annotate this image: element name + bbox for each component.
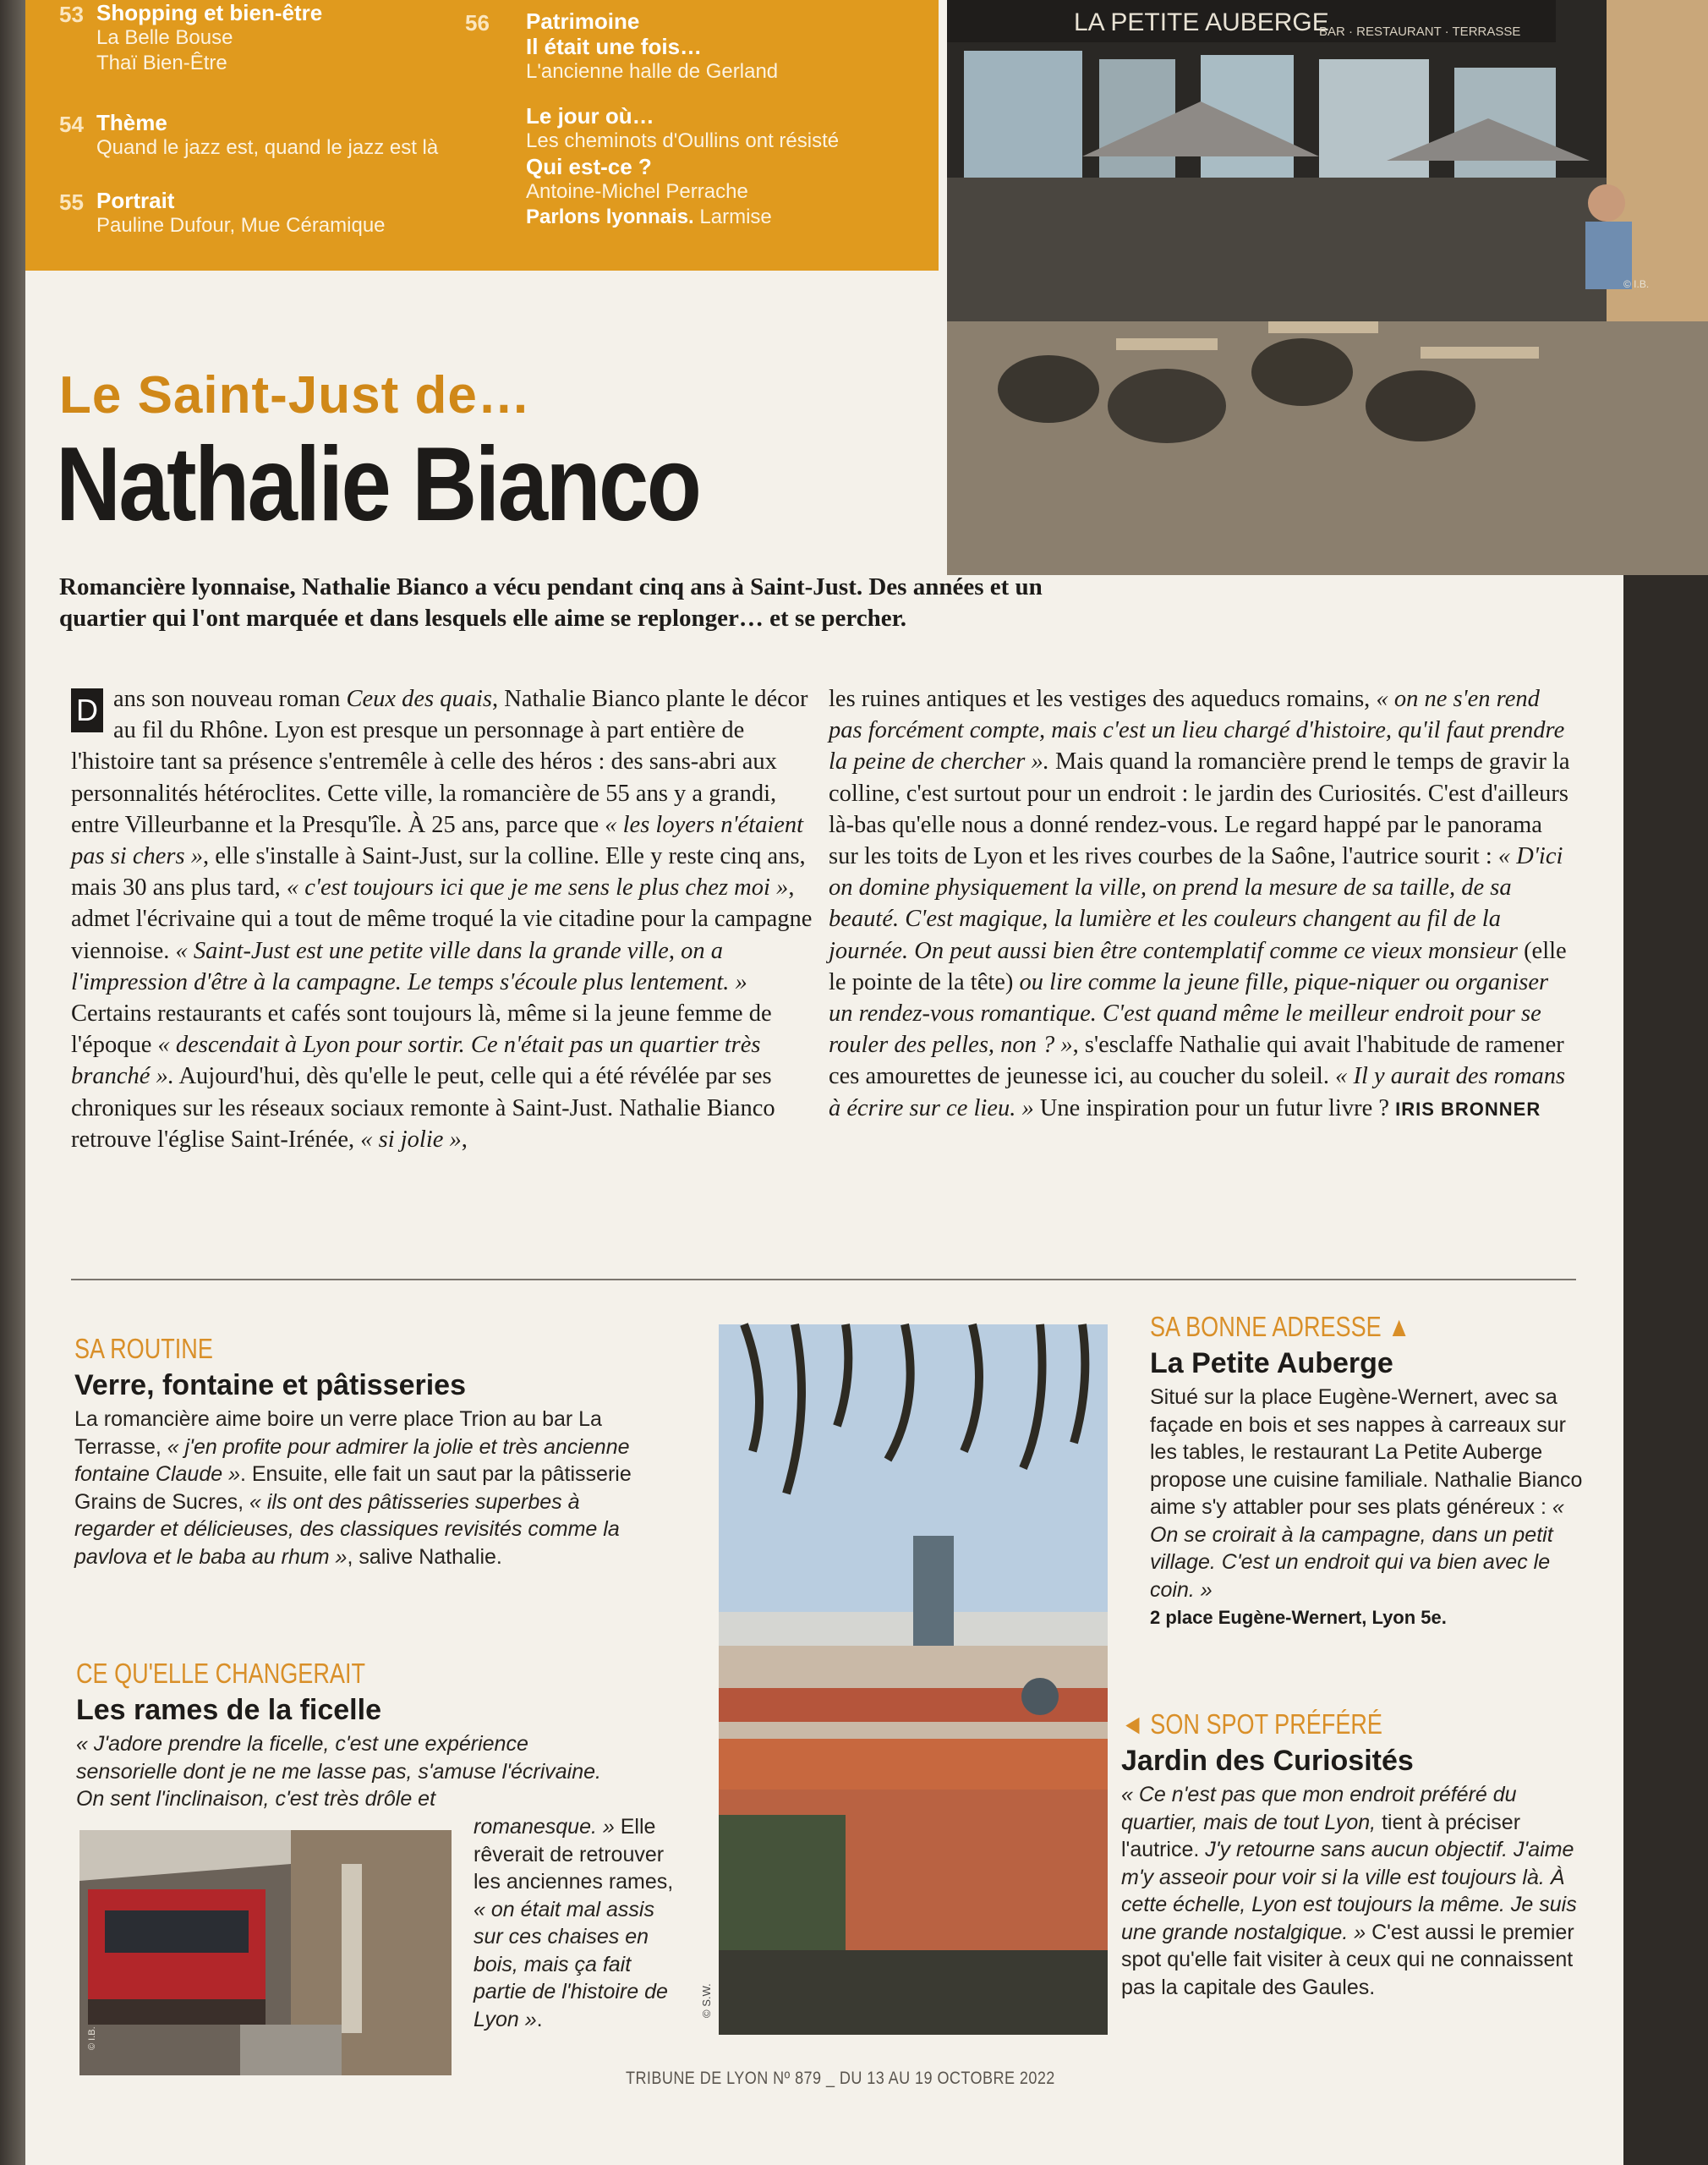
restaurant-illustration	[947, 0, 1708, 575]
change-section	[76, 1658, 668, 1813]
section-text	[474, 1813, 685, 2033]
lyon-panorama-photo	[700, 1324, 1108, 2035]
toc-subtitle: Quand le jazz est, quand le jazz est là	[96, 136, 439, 159]
section-label: ◄ SON SPOT PRÉFÉRÉ	[1121, 1708, 1382, 1740]
funicular-illustration	[79, 1830, 452, 2075]
toc-title: Parlons lyonnais.	[526, 206, 694, 228]
restaurant-photo	[947, 0, 1708, 575]
toc-title: Il était une fois…	[526, 34, 703, 59]
text-run: « Il y aurait des romans à écrire sur ce lieu. »	[829, 1063, 1566, 1121]
section-text	[1121, 1781, 1595, 2001]
text-run: Certains restaurants et cafés sont toujours là, même si la jeune femme de l'époque	[71, 1000, 772, 1059]
toc-title: Shopping et bien-être	[96, 0, 323, 25]
text-run: les ruines antiques et les vestiges des aqueducs romains,	[829, 686, 1377, 712]
section-title: Les rames de la ficelle	[76, 1694, 381, 1726]
article-column-1	[71, 683, 815, 1155]
text-run: Situé sur la place Eugène-Wernert, avec sa façade en bois et ses nappes à carreaux sur les tables, le restaurant La Petite Auberge propose une cuisine familiale. Nathalie Bianco aime s'y attabler pour ses plats généreux :	[1150, 1385, 1583, 1519]
text-run: « on était mal assis sur ces chaises en bois, mais ça fait partie de l'histoire de Lyon »	[474, 1897, 668, 2031]
toc-band	[25, 0, 939, 271]
magazine-spine	[0, 0, 25, 2165]
section-divider	[71, 1279, 1576, 1280]
toc-title: Portrait	[96, 188, 175, 213]
routine-section	[74, 1333, 649, 1570]
text-run: ou lire comme la jeune fille, pique-niquer ou organiser un rendez-vous romantique. C'est quand même le meilleur endroit pour se rouler des pelles, non ? »	[829, 968, 1549, 1059]
funicular-photo	[79, 1830, 452, 2075]
section-title: Jardin des Curiosités	[1121, 1745, 1414, 1777]
text-run: , salive Nathalie.	[347, 1544, 502, 1569]
toc-parlons-line	[526, 205, 905, 230]
toc-number: 55	[59, 189, 84, 215]
section-text	[1150, 1384, 1590, 1603]
toc-number: 56	[465, 10, 490, 36]
text-run: « c'est toujours ici que je me sens le plus chez moi »	[286, 874, 789, 902]
photo-credit: © S.W.	[700, 1983, 713, 2018]
text-run: .	[536, 2007, 543, 2031]
text-run: , elle s'installe à Saint-Just, sur la colline. Elle y reste cinq ans, mais 30 ans plus tard,	[71, 843, 806, 902]
text-run: romanesque. »	[474, 1815, 615, 1839]
text-run: ans son nouveau roman	[113, 686, 347, 712]
text-run: , s'esclaffe Nathalie qui avait l'habitude de ramener ces amourettes de jeunesse ici, au coucher du soleil.	[829, 1032, 1564, 1090]
author-signature: IRIS BRONNER	[1395, 1098, 1541, 1120]
toc-subtitle: Larmise	[699, 206, 772, 228]
text-run: « si jolie »	[360, 1126, 462, 1153]
text-run: Elle rêverait de retrouver les anciennes rames,	[474, 1815, 674, 1894]
text-run: « ils ont des pâtisseries superbes à regarder et délicieuses, des classiques revisités comme la pavlova et le baba au rhum »	[74, 1489, 620, 1569]
article-lead: Romancière lyonnaise, Nathalie Bianco a vécu pendant cinq ans à Saint-Just. Des années et un quartier qui l'ont marquée et dans lesquels elle aime se replonger… et se percher.	[59, 573, 1043, 632]
text-run: « les loyers n'étaient pas si chers »	[71, 811, 804, 870]
favorite-spot-section	[1121, 1708, 1595, 2001]
article-column-2	[829, 683, 1573, 1125]
section-label: SA ROUTINE	[74, 1333, 213, 1364]
toc-title: Qui est-ce ?	[526, 154, 652, 179]
text-run: , Nathalie Bianco plante le décor au fil du Rhône. Lyon est presque un personnage à part entière de l'histoire tant sa présence s'entremêle à celle des héros : des sans-abri aux personnalités hétéroclites. Cette ville, la romancière de 55 ans y a grandi, entre Villeurbanne et la Presqu'île. À 25 ans, parce que	[71, 686, 808, 838]
text-run: « Saint-Just est une petite ville dans la grande ville, on a l'impression d'être à la campagne. Le temps s'écoule plus lentement. »	[71, 937, 747, 995]
toc-title: Patrimoine	[526, 8, 640, 34]
text-run: , admet l'écrivaine qui a tout de même troqué la vie citadine pour la campagne viennoise.	[71, 874, 813, 964]
text-run: . Ensuite, elle fait un saut par la pâtisserie Grains de Sucres,	[74, 1462, 632, 1514]
text-run: La romancière aime boire un verre place Trion au bar La Terrasse,	[74, 1407, 602, 1459]
text-run: ,	[461, 1126, 468, 1153]
text-run: « D'ici on domine physiquement la ville, on prend la mesure de sa taille, de sa beauté. C'est magique, la lumière et les couleurs changent au fil de la journée. On peut aussi bien être contemplatif comme ce vieux monsieur	[829, 843, 1563, 964]
text-run: J'y retourne sans aucun objectif. J'aime m'y asseoir pour voir si la ville est toujours là. À cette échelle, Lyon est toujours la même. Je suis une grande nostalgique. »	[1121, 1838, 1577, 1944]
text-run: « Ce n'est pas que mon endroit préféré du quartier, mais de tout Lyon,	[1121, 1783, 1517, 1834]
toc-subtitle: Les cheminots d'Oullins ont résisté	[526, 129, 840, 152]
section-title: La Petite Auberge	[1150, 1347, 1393, 1379]
toc-title: Thème	[96, 110, 167, 135]
change-section-side	[474, 1810, 685, 2033]
section-label: SA BONNE ADRESSE ▲	[1150, 1311, 1411, 1342]
section-text	[74, 1406, 649, 1570]
address-section	[1150, 1311, 1590, 1629]
article-kicker: Le Saint-Just de…	[59, 366, 531, 425]
restaurant-address: 2 place Eugène-Wernert, Lyon 5e.	[1150, 1607, 1447, 1628]
article-title: Nathalie Bianco	[56, 426, 700, 543]
text-run: « On se croirait à la campagne, dans un petit village. C'est un endroit qui va bien avec le coin. »	[1150, 1495, 1564, 1602]
restaurant-sign-text: LA PETITE AUBERGE	[1074, 8, 1329, 36]
toc-subtitle: Thaï Bien-Être	[96, 52, 227, 74]
section-title: Verre, fontaine et pâtisseries	[74, 1369, 466, 1401]
text-run: Une inspiration pour un futur livre ?	[1033, 1094, 1396, 1121]
drop-cap: D	[71, 688, 103, 732]
toc-title: Le jour où…	[526, 103, 654, 129]
restaurant-sign-subtitle: BAR · RESTAURANT · TERRASSE	[1319, 25, 1521, 39]
magazine-page	[25, 0, 1650, 2165]
text-run: « on ne s'en rend pas forcément compte, mais c'est un lieu chargé d'histoire, qu'il faut prendre la peine de chercher ».	[829, 686, 1565, 776]
toc-number: 53	[59, 2, 84, 27]
toc-subtitle: La Belle Bouse	[96, 26, 233, 49]
section-label: CE QU'ELLE CHANGERAIT	[76, 1658, 365, 1689]
article-text	[71, 683, 815, 1155]
lyon-panorama-illustration	[700, 1324, 1108, 2035]
text-run: C'est aussi le premier spot qu'elle fait visiter à ceux qui ne connaissent pas la capitale des Gaules.	[1121, 1920, 1574, 1999]
photo-credit: © I.B.	[87, 2026, 97, 2050]
text-run: « j'en profite pour admirer la jolie et très ancienne fontaine Claude »	[74, 1434, 630, 1486]
article-text	[829, 683, 1573, 1125]
text-run: tient à préciser l'autrice.	[1121, 1810, 1521, 1861]
text-run: Mais quand la romancière prend le temps de gravir la colline, c'est surtout pour un endroit : le jardin des Curiosités. C'est d'ailleurs là-bas qu'elle nous a donné rendez-vous. Le regard happé par le panorama sur les toits de Lyon et les rives courbes de la Saône, l'autrice sourit :	[829, 748, 1570, 870]
toc-subtitle: Antoine-Michel Perrache	[526, 180, 748, 203]
section-text: « J'adore prendre la ficelle, c'est une expérience sensorielle dont je ne me lasse pas, s'amuse l'écrivaine. On sent l'inclinaison, c'est très drôle et	[76, 1732, 601, 1811]
text-run: Aujourd'hui, dès qu'elle le peut, celle qui a été révélée par ses chroniques sur les réseaux sociaux remonte à Saint-Just. Nathalie Bianco retrouve l'église Saint-Irénée,	[71, 1063, 775, 1153]
toc-subtitle: L'ancienne halle de Gerland	[526, 60, 779, 83]
text-run: (elle le pointe de la tête)	[829, 937, 1567, 995]
page-footer: TRIBUNE DE LYON Nº 879 _ DU 13 AU 19 OCTOBRE 2022	[626, 2069, 1055, 2088]
text-run: Ceux des quais	[346, 686, 493, 712]
toc-subtitle: Pauline Dufour, Mue Céramique	[96, 214, 386, 237]
toc-number: 54	[59, 112, 84, 137]
photo-credit: © I.B.	[1623, 278, 1650, 290]
text-run: « descendait à Lyon pour sortir. Ce n'était pas un quartier très branché ».	[71, 1032, 761, 1090]
